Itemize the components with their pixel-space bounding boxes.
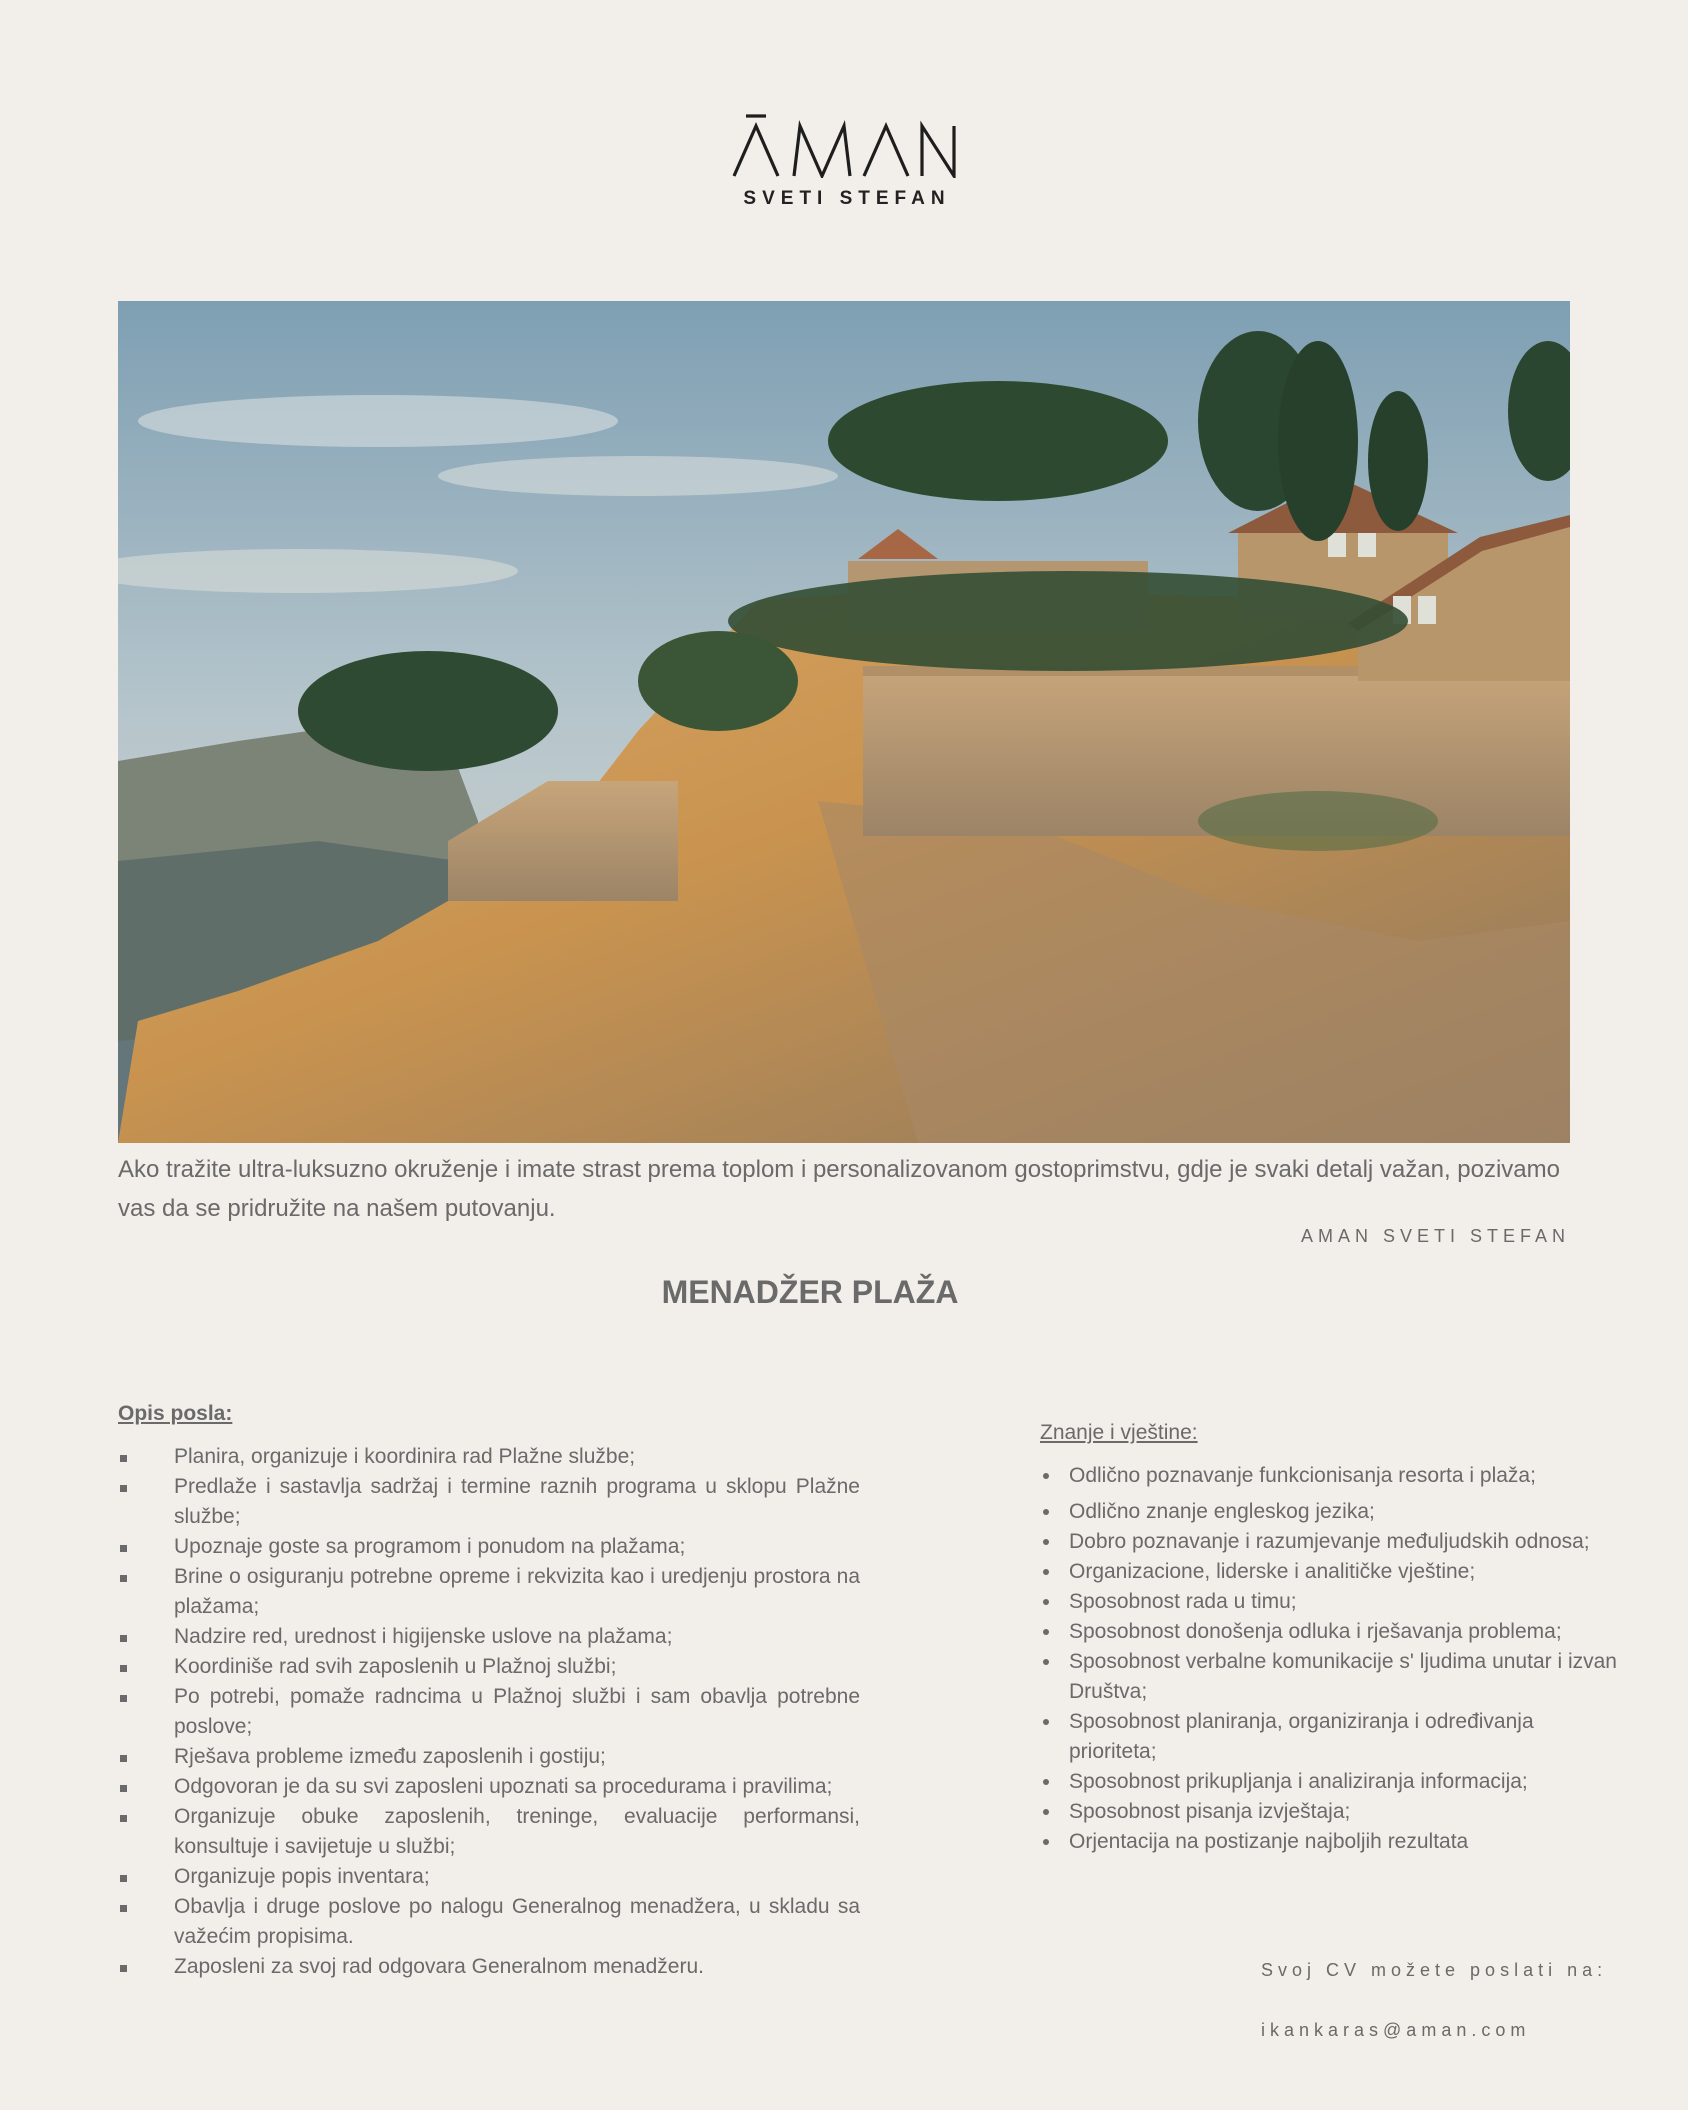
aman-logo	[0, 112, 1688, 210]
list-item: Nadzire red, urednost i higijenske uslove na plažama;	[118, 1622, 860, 1652]
list-item: Predlaže i sastavlja sadržaj i termine raznih programa u sklopu Plažne službe;	[118, 1472, 860, 1532]
list-item: Sposobnost verbalne komunikacije s' ljudima unutar i izvan Društva;	[1040, 1647, 1620, 1707]
skills-list	[1040, 1461, 1620, 1857]
list-item: Rješava probleme između zaposlenih i gostiju;	[118, 1742, 860, 1772]
list-item: Zaposleni za svoj rad odgovara Generalnom menadžeru.	[118, 1952, 860, 1982]
list-item: Koordiniše rad svih zaposlenih u Plažnoj službi;	[118, 1652, 860, 1682]
list-item: Organizuje obuke zaposlenih, treninge, evaluacije performansi, konsultuje i savijetuje u službi;	[118, 1802, 860, 1862]
list-item: Sposobnost pisanja izvještaja;	[1040, 1797, 1620, 1827]
list-item: Odlično poznavanje funkcionisanja resorta i plaža;	[1040, 1461, 1620, 1491]
list-item: Sposobnost prikupljanja i analiziranja informacija;	[1040, 1767, 1620, 1797]
list-item: Brine o osiguranju potrebne opreme i rekvizita kao i uredjenju prostora na plažama;	[118, 1562, 860, 1622]
hero-photo-sveti-stefan	[118, 301, 1570, 1143]
list-item: Dobro poznavanje i razumjevanje međuljudskih odnosa;	[1040, 1527, 1620, 1557]
list-item: Upoznaje goste sa programom i ponudom na plažama;	[118, 1532, 860, 1562]
cv-contact-label: Svoj CV možete poslati na:	[1261, 1960, 1608, 1980]
job-description-section	[118, 1402, 860, 1982]
intro-text: Ako tražite ultra-luksuzno okruženje i imate strast prema toplom i personalizovanom gostoprimstvu, gdje je svaki detalj važan, pozivamo vas da se pridružite na našem putovanju.	[118, 1156, 1560, 1222]
cv-contact-email[interactable]: ikankaras@aman.com	[1261, 2020, 1531, 2040]
list-item: Orjentacija na postizanje najboljih rezultata	[1040, 1827, 1620, 1857]
list-item: Organizuje popis inventara;	[118, 1862, 860, 1892]
list-item: Odlično znanje engleskog jezika;	[1040, 1497, 1620, 1527]
job-title: MENADŽER PLAŽA	[661, 1274, 959, 1310]
list-item: Planira, organizuje i koordinira rad Plažne službe;	[118, 1442, 860, 1472]
list-item: Organizacione, liderske i analitičke vještine;	[1040, 1557, 1620, 1587]
list-item: Sposobnost planiranja, organiziranja i određivanja prioriteta;	[1040, 1707, 1620, 1767]
list-item: Odgovoran je da su svi zaposleni upoznati sa procedurama i pravilima;	[118, 1772, 860, 1802]
skills-heading: Znanje i vještine:	[1040, 1421, 1198, 1444]
list-item: Obavlja i druge poslove po nalogu Generalnog menadžera, u skladu sa važećim propisima.	[118, 1892, 860, 1952]
list-item: Po potrebi, pomaže radncima u Plažnoj službi i sam obavlja potrebne poslove;	[118, 1682, 860, 1742]
list-item: Sposobnost donošenja odluka i rješavanja problema;	[1040, 1617, 1620, 1647]
aman-wordmark	[732, 112, 956, 178]
skills-section	[1040, 1421, 1620, 1857]
list-item: Sposobnost rada u timu;	[1040, 1587, 1620, 1617]
job-description-heading: Opis posla:	[118, 1402, 233, 1425]
job-description-list	[118, 1442, 860, 1982]
logo-subtitle: SVETI STEFAN	[743, 188, 951, 209]
intro-signature: AMAN SVETI STEFAN	[1300, 1226, 1570, 1246]
